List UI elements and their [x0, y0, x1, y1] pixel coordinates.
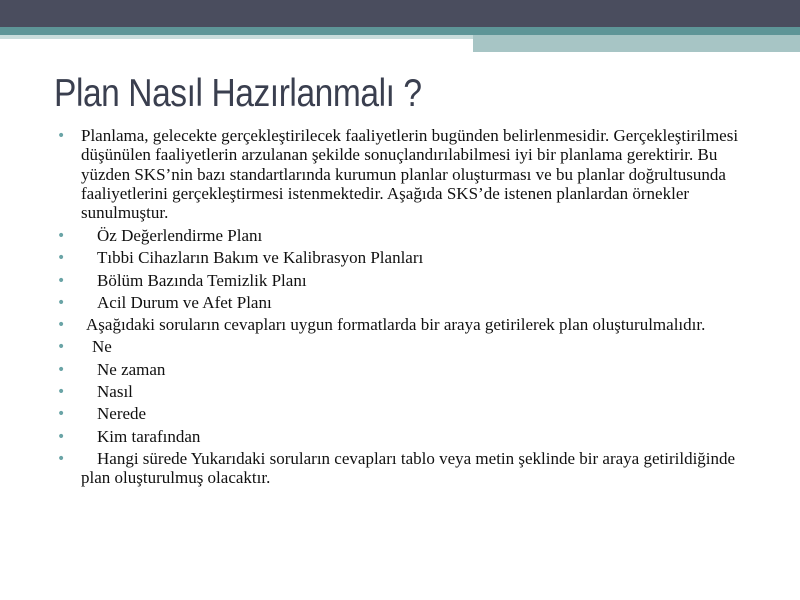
bullet-item — [57, 315, 757, 334]
bullet-item — [57, 337, 757, 356]
bullet-text: Aşağıdaki soruların cevapları uygun formatlarda bir araya getirilerek plan oluşturulmalıdır. — [86, 315, 706, 335]
bullet-icon: • — [57, 361, 66, 378]
bullet-text: Planlama, gelecekte gerçekleştirilecek faaliyetlerin bugünden belirlenmesidir. Gerçekleştirilmesi düşünülen faaliyetlerin arzulanan şekilde sonuçlandırılabilmesi iyi bir planlama gerektirir. Bu yüzden SKS’nin bazı standartlarında kurumun planlar oluşturması ve bu planlar doğrultusunda faaliyetlerini gerçekleştirmesi istenmektedir. Aşağıda SKS’de istenen planlardan örnekler sunulmuştur. — [81, 126, 739, 223]
bullet-item — [57, 427, 757, 446]
header-band-light-left — [0, 35, 473, 39]
bullet-text: Tıbbi Cihazların Bakım ve Kalibrasyon Planları — [97, 248, 424, 268]
bullet-item — [57, 126, 757, 222]
bullet-item — [57, 271, 757, 290]
bullet-icon: • — [57, 450, 66, 467]
bullet-item — [57, 382, 757, 401]
bullet-icon: • — [57, 428, 66, 445]
bullet-icon: • — [57, 272, 66, 289]
bullet-icon: • — [57, 294, 66, 311]
bullet-text: Nerede — [97, 404, 147, 424]
bullet-item — [57, 360, 757, 379]
bullet-text: Nasıl — [97, 382, 133, 402]
bullet-icon: • — [57, 128, 66, 144]
bullet-icon: • — [57, 384, 66, 401]
bullet-item — [57, 248, 757, 267]
bullet-icon: • — [57, 406, 66, 423]
header-band-light-right — [473, 35, 800, 52]
slide-body — [57, 126, 757, 491]
header-band-dark — [0, 0, 800, 27]
bullet-text: Kim tarafından — [97, 426, 201, 446]
bullet-text: Ne zaman — [97, 359, 166, 379]
bullet-text: Acil Durum ve Afet Planı — [97, 292, 272, 312]
slide-title: Plan Nasıl Hazırlanmalı ? — [54, 72, 422, 115]
bullet-icon: • — [57, 317, 66, 334]
bullet-text: Ne — [92, 337, 112, 357]
bullet-item — [57, 404, 757, 423]
bullet-icon: • — [57, 250, 66, 267]
bullet-text: Bölüm Bazında Temizlik Planı — [97, 270, 307, 290]
bullet-icon: • — [57, 227, 66, 244]
bullet-text: Öz Değerlendirme Planı — [97, 225, 263, 245]
header-band-teal — [0, 27, 800, 35]
bullet-text: Hangi sürede Yukarıdaki soruların cevapları tablo veya metin şeklinde bir araya getirildiğinde plan oluşturulmuş olacaktır. — [81, 448, 736, 488]
bullet-icon: • — [57, 339, 66, 356]
bullet-item — [57, 226, 757, 245]
bullet-item — [57, 449, 757, 488]
bullet-item — [57, 293, 757, 312]
